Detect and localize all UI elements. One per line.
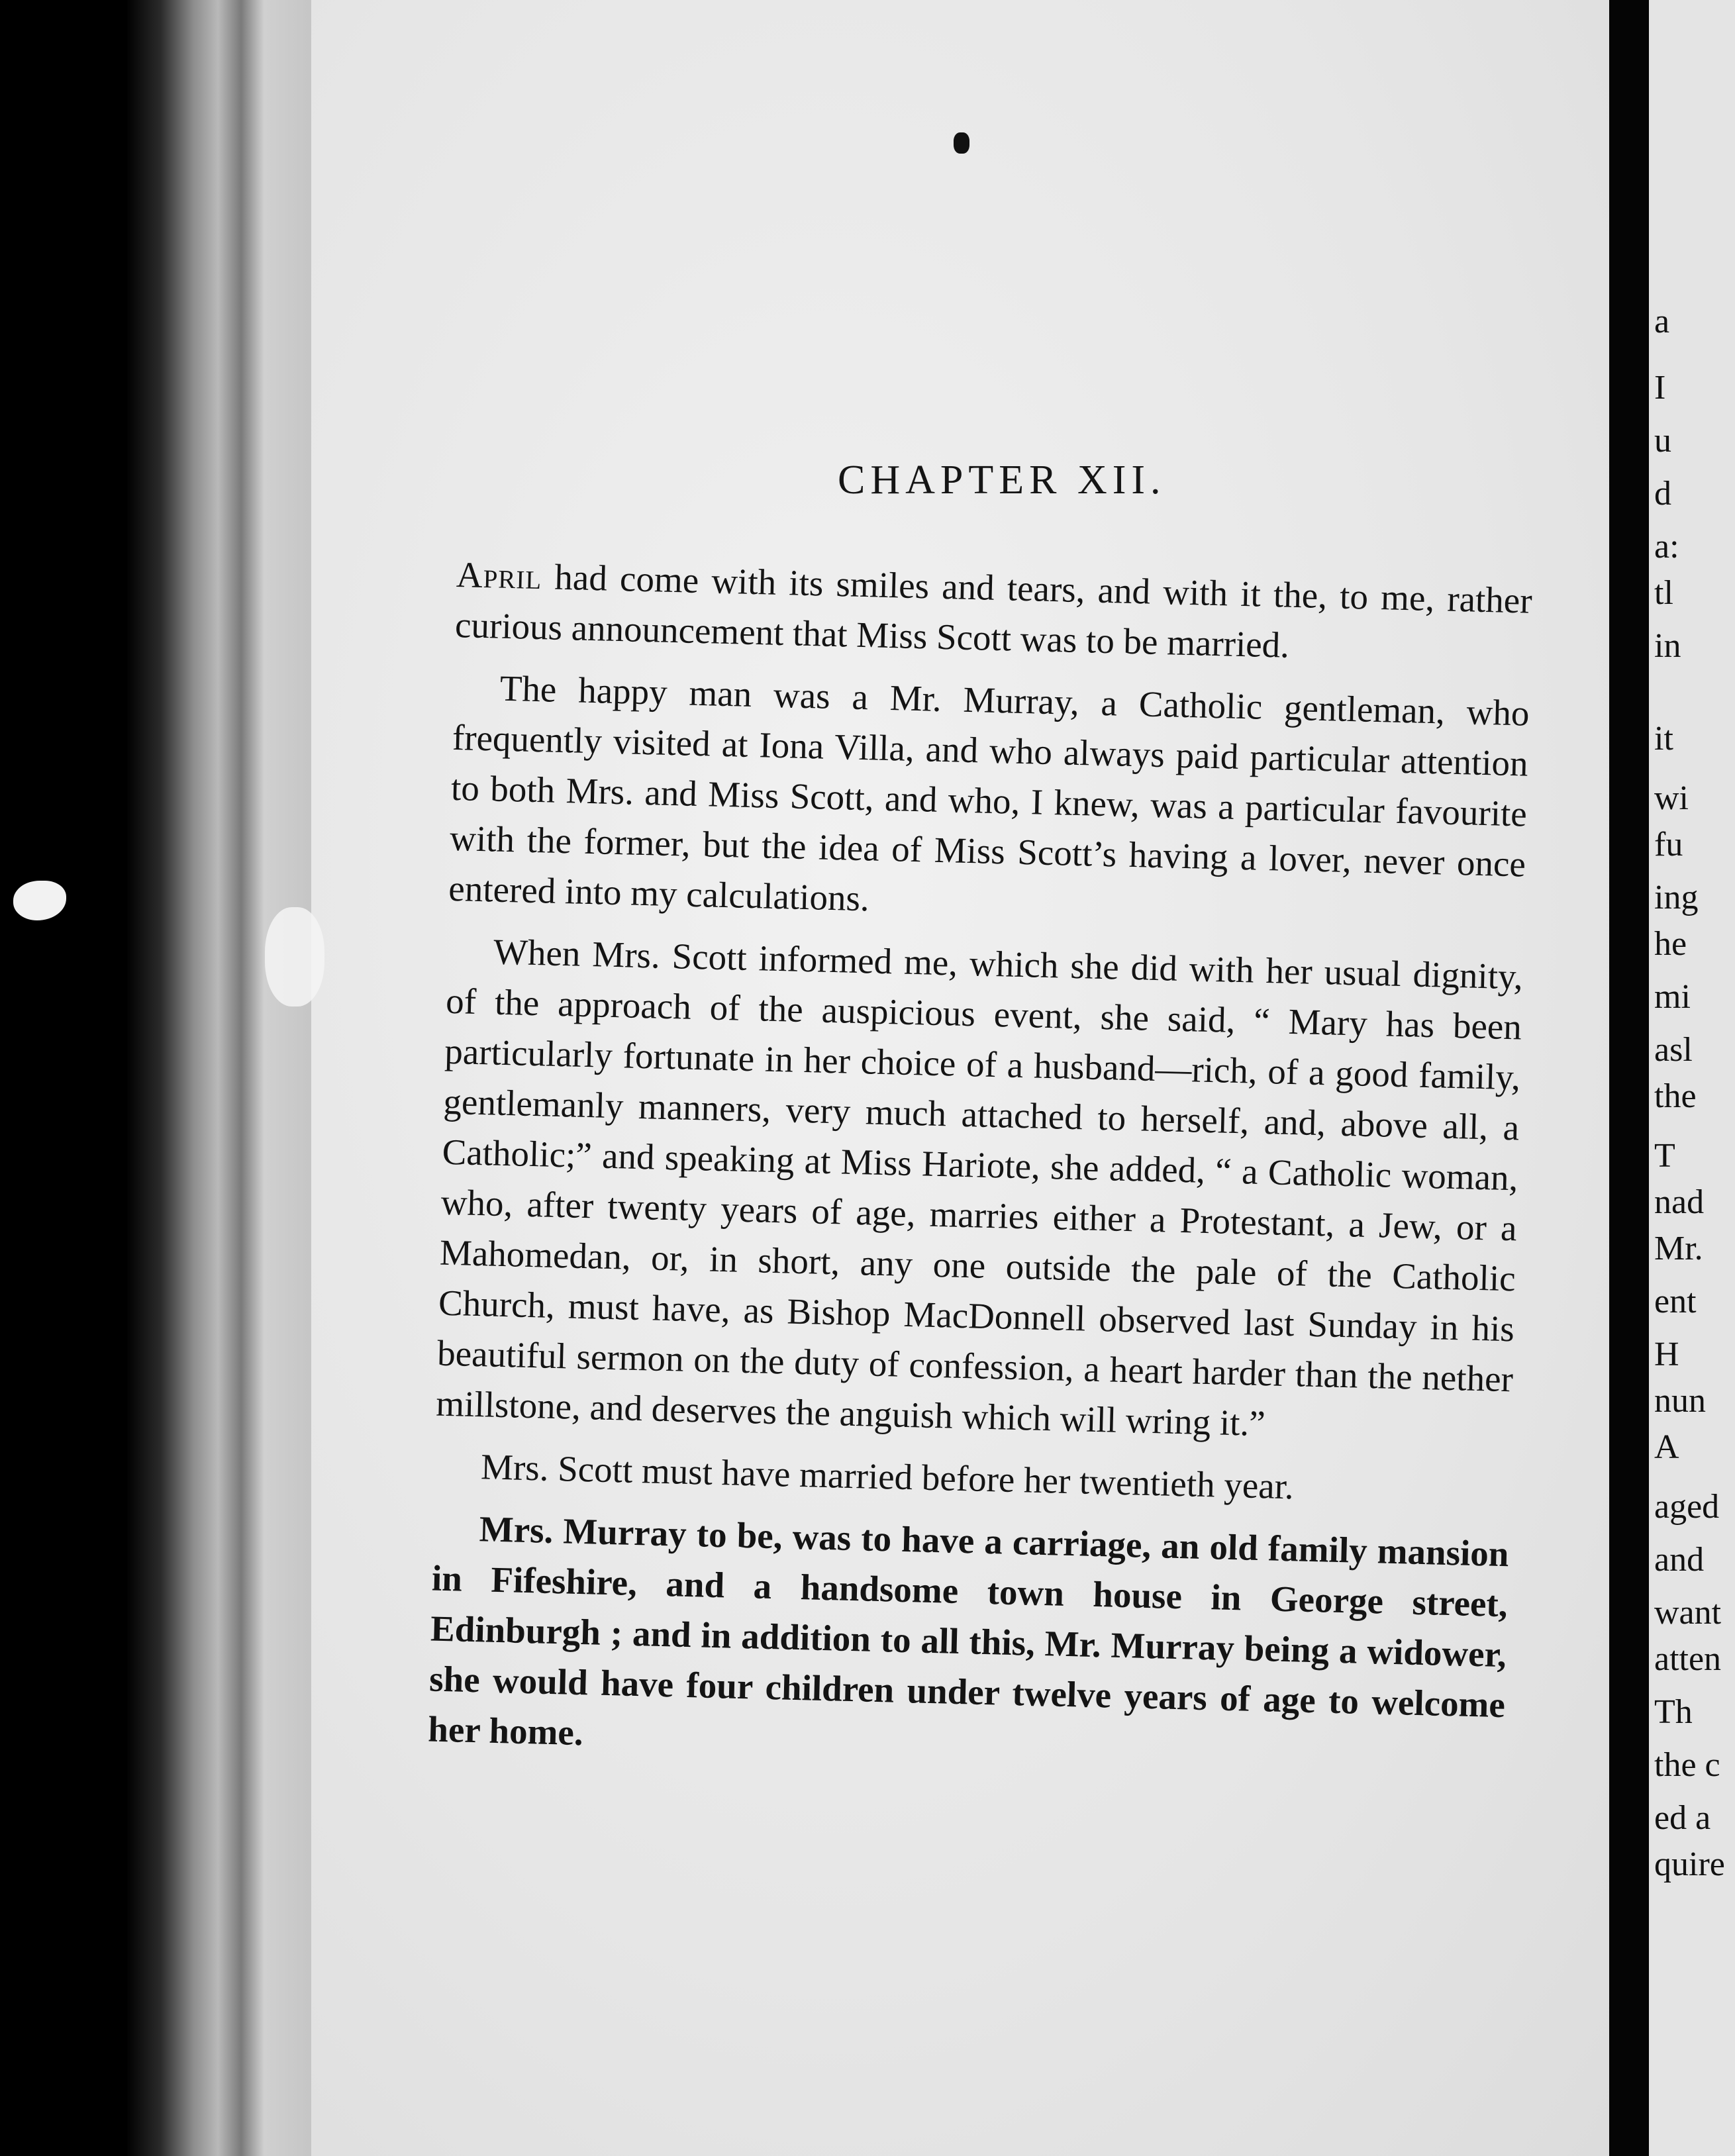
facing-page-fragment: aged [1654,1488,1720,1526]
ink-mark [954,132,969,154]
page-gutter [1609,0,1649,2156]
paragraph: Mrs. Scott must have married before her twentieth year. [480,1446,1295,1507]
facing-page-fragment: atten [1654,1640,1722,1678]
paragraph: When Mrs. Scott informed me, which she did with her usual dignity, of the approach of the auspicious event, she said, “ Mary has been particularly fortunate in her choice of a husband—rich, of a good family, gentlemanly manners, very much attached to herself, and, above all, a Catholic;” and speaking at Miss Hariote, she added, “ a Catholic woman, who, after twenty years of age, marries either a Protestant, a Jew, or a Mahomedan, or, in short, any one outside the pale of the Catholic Church, must have, as Bishop MacDonnell observed last Sunday in his beautiful sermon on the duty of confession, a heart harder than the nether millstone, and deserves the anguish which will wring it.” [435,931,1524,1444]
facing-page-fragment: he [1654,925,1687,963]
facing-page-fragment: it [1654,720,1673,758]
facing-page-fragment: nun [1654,1382,1706,1420]
facing-page-fragment: Th [1654,1693,1693,1731]
facing-page-fragment: a [1654,303,1670,340]
chapter-title: CHAPTER XII. [838,458,1166,503]
facing-page-fragment: a: [1654,528,1679,565]
paragraph: The happy man was a Mr. Murray, a Catholic gentleman, who frequently visited at Iona Villa, and who always paid particular attention to both Mrs. and Miss Scott, and who, I knew, was a particular favourite with the former, but the idea of Miss Scott’s having a lover, never once entered into my calculations. [448,667,1530,919]
facing-page-fragment: Mr. [1654,1230,1703,1267]
paragraph: Mrs. Murray to be, was to have a carriage, an old family mansion in Fifeshire, and a handsome town house in George street, Edinburgh ; and in addition to all this, Mr. Murray being a widower, she would have four children under twelve years of age to welcome her home. [427,1508,1510,1753]
facing-page-fragment: and [1654,1541,1705,1579]
facing-page-fragment: mi [1654,978,1691,1016]
facing-page-fragment: wi [1654,779,1689,817]
facing-page-fragment: ed a [1654,1799,1711,1837]
facing-page-fragment: d [1654,475,1671,513]
facing-page-fragment: nad [1654,1183,1705,1221]
paragraph-text: had come with its smiles and tears, and with it the, to me, rather curious announcement that Miss Scott was to be married. [454,556,1533,665]
facing-page-fragment: want [1654,1594,1722,1632]
facing-page-fragment: u [1654,422,1671,460]
facing-page-fragment: the [1654,1077,1697,1115]
facing-page-edge [1649,0,1735,2156]
facing-page-fragment: tl [1654,574,1673,612]
facing-page-fragment: ent [1654,1283,1697,1320]
facing-page-fragment: H [1654,1336,1679,1373]
book-fore-edge [126,0,318,2156]
facing-page-fragment: asl [1654,1031,1693,1069]
facing-page-fragment: the c [1654,1746,1720,1784]
facing-page-fragment: I [1654,369,1666,407]
facing-page-fragment: T [1654,1137,1675,1175]
facing-page-fragment: ing [1654,879,1699,916]
facing-page-fragment: quire [1654,1845,1725,1883]
scan-blot [13,881,66,920]
facing-page-fragment: fu [1654,826,1683,863]
facing-page-fragment: A [1654,1428,1679,1466]
facing-page-fragment: in [1654,627,1681,665]
paragraph-lead: April [456,554,543,597]
body-text [428,550,1533,1781]
page-stain [265,907,324,1006]
